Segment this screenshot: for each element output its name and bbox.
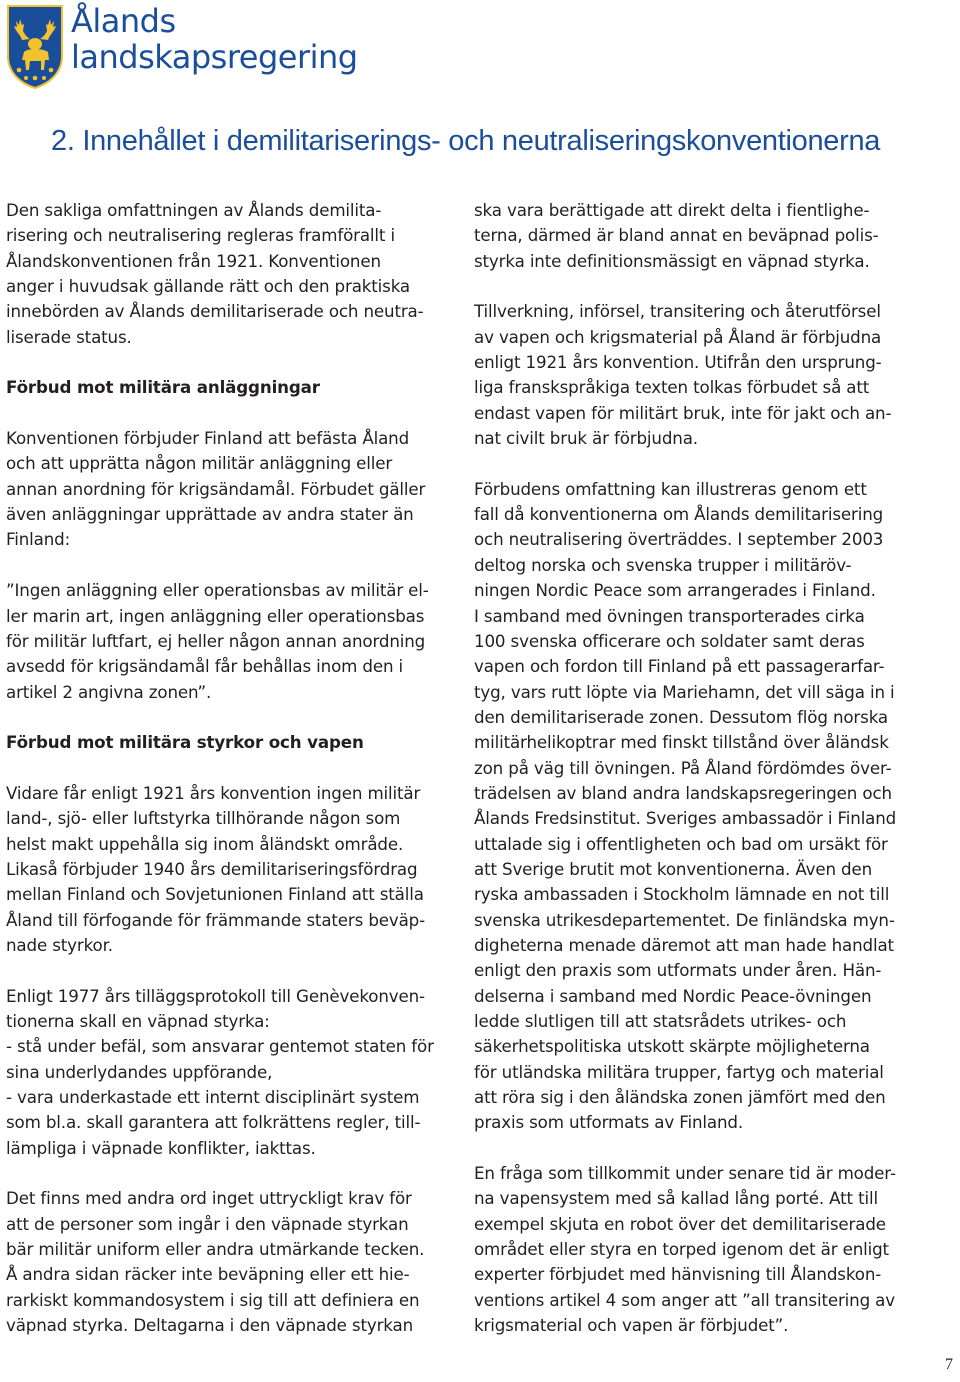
text-line: Tillverkning, införsel, transitering och återutförsel bbox=[474, 301, 881, 322]
text-line: ska vara berättigade att direkt delta i fientlighe- bbox=[474, 200, 870, 220]
text-line: helst makt uppehålla sig inom åländskt område. bbox=[6, 833, 404, 854]
text-line: området eller styra en torped igenom det är enligt bbox=[474, 1239, 889, 1260]
text-line: ”Ingen anläggning eller operationsbas av militär el- bbox=[6, 580, 429, 601]
text-line: tionerna skall en väpnad styrka: bbox=[6, 1011, 270, 1031]
body-paragraph bbox=[6, 426, 454, 553]
text-line: nade styrkor. bbox=[6, 934, 113, 955]
page-number: 7 bbox=[945, 1356, 953, 1373]
text-line: svenska utrikesdepartementet. De finländska myn- bbox=[474, 909, 895, 930]
text-line: lämpliga i väpnade konflikter, iakttas. bbox=[6, 1137, 316, 1158]
logo-line-2: landskapsregering bbox=[71, 38, 358, 76]
text-line: även anläggningar upprättade av andra stater än bbox=[6, 504, 414, 525]
body-paragraph bbox=[6, 781, 454, 958]
right-column bbox=[474, 198, 926, 1364]
text-line: den demilitariserade zonen. Dessutom flög norska bbox=[474, 706, 888, 727]
body-paragraph bbox=[474, 477, 926, 1136]
left-column bbox=[6, 198, 454, 1364]
text-line: att de personer som ingår i den väpnade styrkan bbox=[6, 1213, 409, 1234]
text-line: anger i huvudsak gällande rätt och den praktiska bbox=[6, 276, 411, 297]
text-line: Finland: bbox=[6, 529, 71, 550]
text-line: praxis som utformats av Finland. bbox=[474, 1112, 743, 1133]
logo-wordmark bbox=[71, 2, 358, 74]
text-line: fall då konventionerna om Ålands demilitarisering bbox=[474, 504, 884, 525]
text-line: Enligt 1977 års tilläggsprotokoll till Genèvekonven- bbox=[6, 985, 425, 1006]
text-line: I samband med övningen transporterades cirka bbox=[474, 605, 865, 626]
text-line: ryska ambassaden i Stockholm lämnade en not till bbox=[474, 884, 890, 905]
section-heading: Förbud mot militära anläggningar bbox=[6, 377, 320, 398]
text-line: endast vapen för militärt bruk, inte för jakt och an- bbox=[474, 402, 892, 423]
text-line: digheterna menade däremot att man hade handlat bbox=[474, 934, 894, 955]
text-line: zon på väg till övningen. På Åland fördömdes över- bbox=[474, 757, 892, 778]
text-line: Konventionen förbjuder Finland att befästa Åland bbox=[6, 428, 410, 449]
text-line: Den sakliga omfattningen av Ålands demilita- bbox=[6, 200, 382, 220]
text-line: - stå under befäl, som ansvarar gentemot staten för bbox=[6, 1036, 434, 1057]
text-line: att Sverige brutit mot konventionerna. Även den bbox=[474, 858, 873, 879]
text-line: säkerhetspolitiska utskott skärpte möjligheterna bbox=[474, 1036, 870, 1057]
text-line: Likaså förbjuder 1940 års demilitariseringsfördrag bbox=[6, 858, 418, 879]
body-paragraph bbox=[6, 578, 454, 705]
text-line: för militär luftfart, ej heller någon annan anordning bbox=[6, 630, 426, 651]
text-line: vapen och fordon till Finland på ett passagerarfar- bbox=[474, 656, 885, 677]
text-line: Ålands Fredsinstitut. Sveriges ambassadör i Finland bbox=[474, 808, 897, 829]
body-paragraph bbox=[474, 198, 926, 274]
text-line: land-, sjö- eller luftstyrka tillhörande någon som bbox=[6, 808, 401, 829]
text-line: Åland till förfogande för främmande staters beväp- bbox=[6, 909, 425, 930]
text-line: ledde slutligen till att statsrådets utrikes- och bbox=[474, 1011, 847, 1031]
text-line: deltog norska och svenska trupper i militäröv- bbox=[474, 554, 852, 575]
text-line: ningen Nordic Peace som arrangerades i Finland. bbox=[474, 580, 876, 601]
text-line: ler marin art, ingen anläggning eller operationsbas bbox=[6, 605, 425, 626]
text-line: rarkiskt kommandosystem i sig till att definiera en bbox=[6, 1289, 420, 1310]
text-line: liga franskspråkiga texten tolkas förbudet så att bbox=[474, 377, 870, 398]
body-paragraph bbox=[6, 1186, 454, 1338]
text-line: sina underlydandes uppförande, bbox=[6, 1061, 273, 1082]
text-line: En fråga som tillkommit under senare tid är moder- bbox=[474, 1163, 896, 1184]
text-line: för utländska militära trupper, fartyg och material bbox=[474, 1061, 884, 1082]
text-line: krigsmaterial och vapen är förbjudet”. bbox=[474, 1315, 789, 1336]
text-line: och att upprätta någon militär anläggning eller bbox=[6, 453, 393, 474]
text-line: som bl.a. skall garantera att folkrättens regler, till- bbox=[6, 1112, 421, 1133]
text-line: enligt den praxis som utformats under åren. Hän- bbox=[474, 960, 882, 981]
text-line: 100 svenska officerare och soldater samt deras bbox=[474, 630, 865, 651]
text-line: militärhelikoptrar med finskt tillstånd över åländsk bbox=[474, 732, 889, 753]
text-line: - vara underkastade ett internt disciplinärt system bbox=[6, 1087, 420, 1108]
text-line: ventions artikel 4 som anger att ”all transitering av bbox=[474, 1289, 895, 1310]
text-line: uttalade sig i offentligheten och bad om ursäkt för bbox=[474, 833, 888, 854]
text-line: Det finns med andra ord inget uttryckligt krav för bbox=[6, 1188, 412, 1209]
header bbox=[6, 4, 356, 94]
text-line: Förbudens omfattning kan illustreras genom ett bbox=[474, 478, 867, 499]
text-line: mellan Finland och Sovjetunionen Finland att ställa bbox=[6, 884, 424, 905]
body-paragraph bbox=[6, 198, 454, 350]
text-line: väpnad styrka. Deltagarna i den väpnade styrkan bbox=[6, 1315, 414, 1336]
text-line: av vapen och krigsmaterial på Åland är förbjudna bbox=[474, 326, 882, 347]
text-line: bär militär uniform eller andra utmärkande tecken. bbox=[6, 1239, 425, 1260]
text-line: avsedd för krigsändamål får behållas inom den i bbox=[6, 656, 404, 677]
text-line: liserade status. bbox=[6, 326, 132, 347]
text-line: enligt 1921 års konvention. Utifrån den ursprung- bbox=[474, 352, 882, 373]
text-line: trädelsen av bland andra landskapsregeringen och bbox=[474, 782, 892, 803]
text-line: annan anordning för krigsändamål. Förbudet gäller bbox=[6, 478, 426, 499]
text-line: Ålandskonventionen från 1921. Konventionen bbox=[6, 250, 381, 271]
text-line: innebörden av Ålands demilitariserade och neutra- bbox=[6, 301, 424, 322]
text-line: nat civilt bruk är förbjudna. bbox=[474, 428, 698, 449]
text-line: och neutralisering överträddes. I september 2003 bbox=[474, 529, 884, 550]
text-line: delserna i samband med Nordic Peace-övningen bbox=[474, 985, 872, 1006]
text-line: experter förbjudet med hänvisning till Ålandskon- bbox=[474, 1264, 882, 1285]
body-paragraph bbox=[474, 1161, 926, 1338]
text-line: terna, därmed är bland annat en beväpnad polis- bbox=[474, 225, 879, 246]
text-line: exempel skjuta en robot över det demilitariserade bbox=[474, 1213, 886, 1234]
text-line: risering och neutralisering regleras framförallt i bbox=[6, 225, 395, 246]
text-line: na vapensystem med så kallad lång porté. Att till bbox=[474, 1188, 878, 1209]
body-paragraph bbox=[6, 984, 454, 1161]
text-line: tyg, vars rutt löpte via Mariehamn, det vill säga in i bbox=[474, 681, 895, 702]
page-title: 2. Innehållet i demilitariserings- och neutraliseringskonventionerna bbox=[51, 125, 881, 157]
logo-line-1: Ålands bbox=[71, 2, 176, 40]
section-heading: Förbud mot militära styrkor och vapen bbox=[6, 732, 364, 753]
text-line: styrka inte definitionsmässigt en väpnad styrka. bbox=[474, 250, 870, 271]
body-paragraph bbox=[474, 299, 926, 451]
text-line: artikel 2 angivna zonen”. bbox=[6, 681, 212, 702]
text-line: att röra sig i den åländska zonen jämfört med den bbox=[474, 1087, 886, 1108]
text-line: Å andra sidan räcker inte beväpning eller ett hie- bbox=[6, 1264, 410, 1285]
coat-of-arms-logo bbox=[6, 4, 64, 90]
text-line: Vidare får enligt 1921 års konvention ingen militär bbox=[6, 782, 421, 803]
